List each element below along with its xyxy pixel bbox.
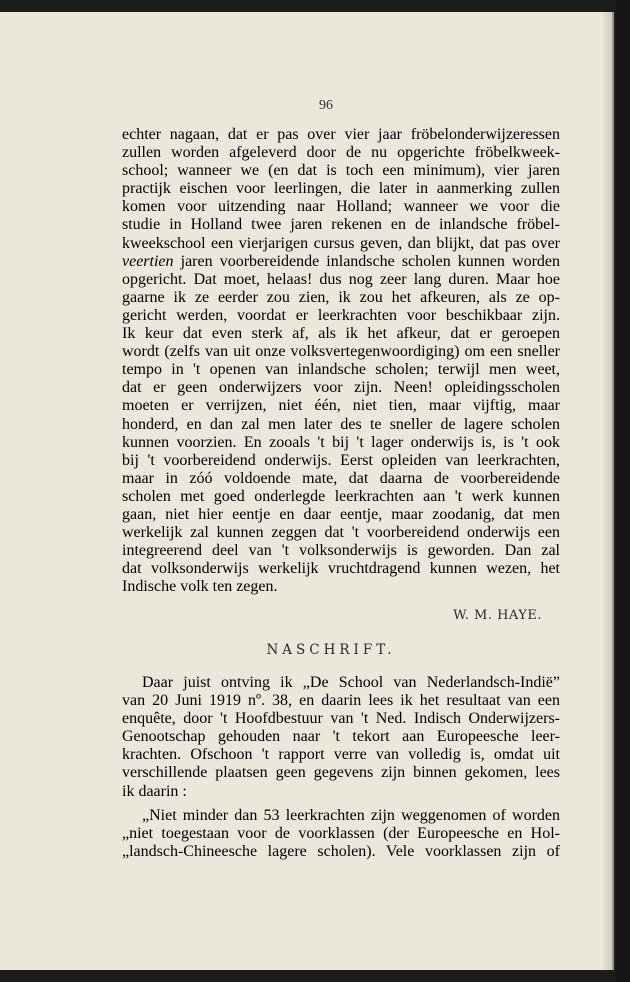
text-line: gaarne ik ze eerder zou zien, ik zou het afkeuren, als ze op- bbox=[122, 288, 560, 306]
text-line: Genootschap gehouden naar 't tekort aan Europeesche leer- bbox=[122, 728, 560, 746]
text-line: tempo in 't openen van inlandsche scholen; terwijl men weet, bbox=[122, 361, 560, 379]
text-line: veertien jaren voorbereidende inlandsche scholen kunnen worden bbox=[122, 252, 560, 270]
text-line: maar in zóó voldoende mate, dat daarna de voorbereidende bbox=[122, 469, 560, 487]
author-signature: W. M. HAYE. bbox=[453, 608, 542, 623]
text-line: opgericht. Dat moet, helaas! dus nog zeer lang duren. Maar hoe bbox=[122, 270, 560, 288]
text-line: Indische volk ten zegen. bbox=[122, 578, 278, 596]
text-line: scholen met goed onderlegde leerkrachten aan 't werk kunnen bbox=[122, 487, 560, 505]
text-line: „niet toegestaan voor de voorklassen (der Europeesche en Hol- bbox=[122, 825, 560, 843]
text-line: bij 't voorbereidend onderwijs. Eerst opleiden van leerkrachten, bbox=[122, 451, 560, 469]
text-line: gericht werden, voordat er leerkrachten voor beschikbaar zijn. bbox=[122, 306, 560, 324]
page-number: 96 bbox=[319, 98, 333, 113]
quoted-paragraph bbox=[122, 807, 560, 861]
text-line: dat er geen onderwijzers voor zijn. Neen! opleidingsscholen bbox=[122, 379, 560, 397]
text-line: verschillende plaatsen geen gegevens zijn binnen gekomen, lees bbox=[122, 764, 560, 782]
page-edge-shadow bbox=[602, 12, 612, 970]
text-line: werkelijk zal kunnen zeggen dat 't voorbereidend onderwijs een bbox=[122, 524, 560, 542]
text-line: honderd, en dan zal men later des te sneller de lagere scholen bbox=[122, 415, 560, 433]
text-line: school; wanneer we (en dat is toch een minimum), vier jaren bbox=[122, 162, 560, 180]
text-line: kunnen voorzien. En zooals 't bij 't lager onderwijs is, is 't ook bbox=[122, 433, 560, 451]
text-line: studie in Holland twee jaren rekenen en de inlandsche fröbel- bbox=[122, 216, 560, 234]
text-line: moeten er verrijzen, niet één, niet tien, maar vijftig, maar bbox=[122, 397, 560, 415]
text-line: integreerend deel van 't volksonderwijs is geworden. Dan zal bbox=[122, 542, 560, 560]
text-line: Ik keur dat even sterk af, als ik het afkeur, dat er geroepen bbox=[122, 325, 560, 343]
text-line: krachten. Ofschoon 't rapport verre van volledig is, omdat uit bbox=[122, 746, 560, 764]
text-line: ik daarin : bbox=[122, 782, 187, 800]
text-line: practijk eischen voor leerlingen, die later in aanmerking zullen bbox=[122, 180, 560, 198]
text-line: „Niet minder dan 53 leerkrachten zijn weggenomen of worden bbox=[142, 807, 560, 824]
text-line: van 20 Juni 1919 nº. 38, en daarin lees ik het resultaat van een bbox=[122, 692, 560, 710]
main-paragraph bbox=[122, 126, 560, 596]
text-line: zullen worden afgeleverd door de nu opgerichte fröbelkweek- bbox=[122, 144, 560, 162]
text-line: enquête, door 't Hoofdbestuur van 't Ned. Indisch Onderwijzers- bbox=[122, 710, 560, 728]
text-line: „landsch-Chineesche lagere scholen). Vele voorklassen zijn of bbox=[122, 843, 560, 861]
text-line: Daar juist ontving ik „De School van Nederlandsch-Indië” bbox=[142, 674, 560, 691]
emphasized-word: veertien bbox=[122, 252, 174, 270]
text-line: dat volksonderwijs werkelijk vruchtdragend kunnen wezen, het bbox=[122, 560, 560, 578]
scan-right-border bbox=[616, 0, 630, 982]
book-page bbox=[0, 12, 614, 970]
text-line: gaan, niet hier eentje en daar eentje, maar zoodanig, dat men bbox=[122, 505, 560, 523]
text-line: echter nagaan, dat er pas over vier jaar fröbelonderwijzeressen bbox=[122, 126, 560, 143]
text-line: komen voor uitzending naar Holland; wanneer we voor die bbox=[122, 198, 560, 216]
postscript-paragraph bbox=[122, 674, 560, 801]
text-line: wordt (zelfs van uit onze volksvertegenwoordiging) om een sneller bbox=[122, 343, 560, 361]
section-heading: NASCHRIFT. bbox=[266, 642, 396, 658]
text-line: kweekschool een vierjarigen cursus geven, dan blijkt, dat pas over bbox=[122, 234, 560, 252]
